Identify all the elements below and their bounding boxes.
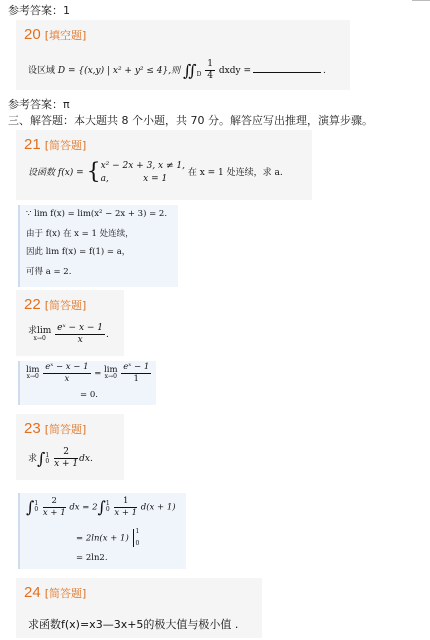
q20-text-c: dxdy = — [218, 66, 251, 76]
q20-text-b: D = {(x,y) | x² + y² ≤ 4},则 — [57, 66, 181, 76]
frac-denominator: 1 — [133, 373, 139, 384]
question-header — [24, 418, 86, 437]
answer-line: ∵ lim f(x) = lim(x² − 2x + 3) = 2. — [26, 209, 168, 219]
question-text — [28, 160, 283, 185]
integral-sign: ∫ — [26, 497, 35, 517]
q19-answer-row — [8, 2, 70, 18]
question-text — [28, 324, 109, 345]
question-card-20 — [16, 20, 350, 90]
question-number: 23 — [24, 420, 41, 437]
answer-line-3: = 2ln2. — [76, 553, 108, 563]
answer-blank — [253, 65, 321, 73]
question-card-22 — [16, 290, 124, 356]
frac-denominator: x + 1 — [42, 507, 66, 518]
answer-line-2: = 0. — [80, 390, 98, 400]
limit — [28, 327, 51, 342]
question-header — [24, 582, 86, 601]
frac-numerator: 2 — [54, 448, 78, 459]
frac-numerator: 2 — [43, 497, 66, 508]
question-header — [24, 24, 86, 43]
question-header — [24, 294, 86, 313]
upper-bound: 1 — [135, 528, 140, 535]
frac-denominator: 4 — [207, 71, 214, 81]
lower-bound: 0 — [45, 457, 50, 465]
limit — [104, 366, 118, 381]
integral-bounds — [45, 453, 49, 465]
question-type: [简答题] — [44, 299, 87, 312]
question-text: 求函数f(x)=x3—3x+5的极大值与极小值 . — [28, 618, 239, 631]
question-header — [24, 134, 86, 153]
q20-text-end: . — [323, 66, 326, 76]
case-2-value: a, — [100, 173, 109, 184]
answer-line-1 — [26, 363, 152, 383]
answer-line: 可得 a = 2. — [26, 267, 72, 277]
question-number: 20 — [24, 26, 41, 43]
ref-answer-label: 参考答案： — [8, 98, 63, 111]
frac-numerator: eˣ − x − 1 — [45, 362, 89, 372]
limit-word: lim — [104, 364, 118, 375]
q23-suffix: dx. — [79, 454, 93, 464]
question-number: 21 — [24, 136, 41, 153]
q21-suffix: 在 x = 1 处连续，求 a. — [187, 168, 283, 179]
q19-answer-value: 1 — [63, 4, 70, 17]
question-text — [28, 448, 93, 469]
limit-subscript: x→0 — [104, 373, 117, 381]
q20-answer-row — [8, 96, 70, 112]
upper-bound: 1 — [45, 451, 50, 459]
answer-fraction-1 — [43, 363, 90, 383]
question-text — [28, 60, 326, 81]
question-type: [填空题] — [44, 29, 87, 42]
left-brace: { — [86, 159, 101, 185]
integral-region: D — [196, 70, 202, 78]
q23-prefix: 求 — [28, 454, 38, 464]
frac-denominator: x + 1 — [114, 507, 138, 518]
q23-fraction — [54, 448, 78, 469]
integral-sign: ∫ — [37, 449, 46, 468]
q21-prefix: 设函数 f(x) = — [28, 168, 84, 179]
integral-bounds — [34, 501, 38, 513]
frac-denominator: x + 1 — [54, 459, 79, 469]
lower-bound: 0 — [105, 506, 110, 513]
answer-line: 由于 f(x) 在 x = 1 处连续， — [26, 229, 134, 239]
answer-box-22 — [18, 361, 156, 405]
case-2 — [101, 173, 185, 186]
frac-numerator: 1 — [114, 497, 137, 508]
question-number: 22 — [24, 296, 41, 313]
answer-line: 因此 lim f(x) = f(1) = a， — [26, 247, 131, 257]
answer-fraction-2 — [121, 363, 151, 383]
upper-bound: 1 — [105, 500, 110, 507]
limit-word: lim — [26, 364, 40, 375]
piecewise-cases — [101, 160, 185, 185]
answer-expression: = 2ln(x + 1) — [76, 533, 129, 544]
case-2-condition: x = 1 — [143, 173, 168, 184]
frac-numerator: 1 — [207, 59, 214, 69]
answer-line-2 — [76, 529, 139, 547]
q20-fraction — [205, 60, 215, 81]
q20-text-a: 设区域 — [28, 66, 56, 76]
corner-line — [412, 0, 430, 1]
q22-end: . — [106, 330, 109, 340]
answer-line-1 — [26, 497, 176, 517]
frac-denominator: x — [77, 335, 83, 345]
question-type: [简答题] — [44, 423, 87, 436]
answer-box-21 — [18, 205, 178, 287]
evaluation-bar — [133, 529, 140, 547]
question-number: 24 — [24, 584, 41, 601]
answer-fraction-2 — [114, 497, 137, 517]
q22-fraction — [55, 324, 105, 345]
q20-answer-value: π — [63, 98, 70, 111]
question-type: [简答题] — [44, 139, 87, 152]
equals-sign: = — [94, 368, 102, 379]
section-heading: 三、解答题：本大题共 8 个小题，共 70 分。解答应写出推理，演算步骤。 — [8, 114, 373, 127]
limit-subscript: x→0 — [26, 373, 39, 381]
integral-bounds — [106, 501, 110, 513]
answer-text-b: d(x + 1) — [140, 502, 176, 513]
ref-answer-label: 参考答案： — [8, 4, 63, 17]
question-card-21 — [16, 130, 312, 200]
question-card-24 — [16, 578, 262, 638]
question-card-23 — [16, 414, 124, 480]
case-1: x² − 2x + 3, x ≠ 1, — [100, 161, 185, 171]
integral-sign: ∫ — [97, 497, 106, 517]
question-type: [简答题] — [44, 587, 87, 600]
limit-prefix: 求lim — [28, 326, 52, 336]
answer-text-a: dx = 2 — [69, 502, 98, 513]
lower-bound: 0 — [34, 506, 39, 513]
double-integral-sign: ∬ — [182, 61, 197, 80]
frac-numerator: eˣ − x − 1 — [57, 323, 104, 333]
answer-fraction-1 — [43, 497, 66, 517]
limit-subscript: x→0 — [33, 335, 46, 342]
answer-box-23 — [18, 493, 186, 569]
lower-bound: 0 — [135, 540, 140, 547]
frac-numerator: eˣ − 1 — [123, 362, 150, 372]
upper-bound: 1 — [34, 500, 39, 507]
frac-denominator: x — [64, 373, 70, 384]
limit — [26, 366, 40, 381]
